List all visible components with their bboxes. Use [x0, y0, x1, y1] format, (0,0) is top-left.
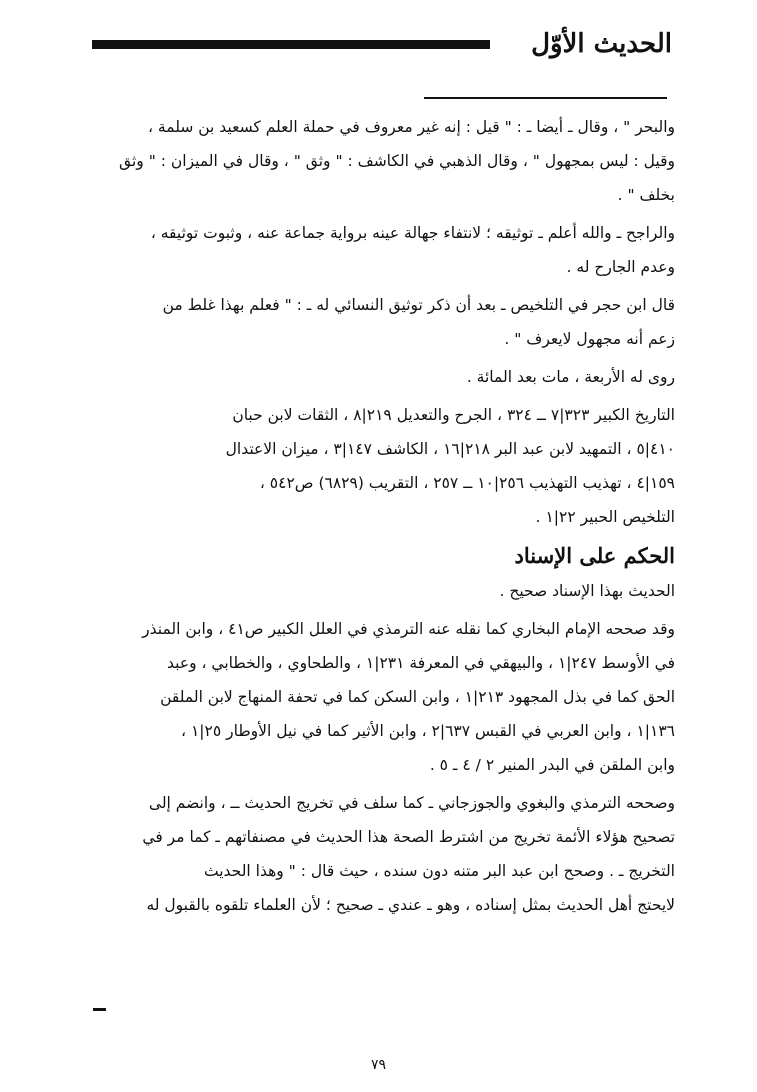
text-line: وابن الملقن في البدر المنير ٢ / ٤ ـ ٥ . — [429, 756, 675, 774]
text-line: التخريج ـ . وصحح ابن عبد البر متنه دون سنده ، حيث قال : " وهذا الحديث — [204, 862, 675, 880]
top-separator-rule — [424, 97, 667, 99]
page-header-title: الحديث الأوّل — [531, 29, 672, 59]
text-line: روى له الأربعة ، مات بعد المائة . — [466, 368, 675, 386]
text-line: في الأوسط ٢٤٧|١ ، والبيهقي في المعرفة ٢٣١|١ ، والطحاوي ، والخطابي ، وعبد — [167, 654, 675, 672]
section-heading: الحكم على الإسناد — [514, 543, 675, 568]
text-line: الحق كما في بذل المجهود ٢١٣|١ ، وابن السكن كما في تحفة المنهاج لابن الملقن — [160, 688, 675, 706]
text-line: التاريخ الكبير ٣٢٣|٧ ــ ٣٢٤ ، الجرح والتعديل ٢١٩|٨ ، الثقات لابن حبان — [232, 406, 675, 424]
paragraph-ruling — [92, 574, 675, 608]
header-rule — [92, 40, 490, 49]
text-line: وصححه الترمذي والبغوي والجوزجاني ـ كما سلف في تخريج الحديث ــ ، وانضم إلى — [148, 794, 675, 812]
text-line: والبحر " ، وقال ـ أيضا ـ : " قيل : إنه غير معروف في حملة العلم كسعيد بن سلمة ، — [148, 118, 675, 136]
text-line: الحديث بهذا الإسناد صحيح . — [499, 582, 675, 600]
text-line: زعم أنه مجهول لايعرف " . — [504, 330, 675, 348]
page-body — [92, 110, 675, 926]
text-line: بخلف " . — [617, 186, 675, 204]
continuation-dash — [93, 1008, 106, 1011]
paragraph-ibn-hajar-quote — [92, 288, 675, 356]
paragraph-preponderant-view — [92, 216, 675, 284]
text-line: لايحتج أهل الحديث بمثل إسناده ، وهو ـ عندي ـ صحيح ؛ لأن العلماء تلقوه بالقبول له — [146, 896, 675, 914]
text-line: وقيل : ليس بمجهول " ، وقال الذهبي في الكاشف : " وثق " ، وقال في الميزان : " وثق — [119, 152, 675, 170]
text-line: وعدم الجارح له . — [566, 258, 675, 276]
text-line: تصحيح هؤلاء الأئمة تخريج من اشترط الصحة هذا الحديث في مصنفاتهم ـ كما مر في — [142, 828, 675, 846]
paragraph-narrated-by — [92, 360, 675, 394]
text-line: والراجح ـ والله أعلم ـ توثيقه ؛ لانتفاء جهالة عينه برواية جماعة عنه ، وثبوت توثيقه ، — [150, 224, 675, 242]
text-line: قال ابن حجر في التلخيص ـ بعد أن ذكر توثيق النسائي له ـ : " فعلم بهذا غلط من — [162, 296, 675, 314]
paragraph-authenticators — [92, 612, 675, 782]
text-line: وقد صححه الإمام البخاري كما نقله عنه الترمذي في العلل الكبير ص٤١ ، وابن المنذر — [142, 620, 675, 638]
paragraph-references — [92, 398, 675, 534]
paragraph-narrator-status — [92, 110, 675, 212]
page-number: ٧٩ — [370, 1057, 387, 1073]
paragraph-further-authentication — [92, 786, 675, 922]
text-line: التلخيص الحبير ٢٢|١ . — [535, 508, 675, 526]
text-line: ٤١٠|٥ ، التمهيد لابن عبد البر ٢١٨|١٦ ، الكاشف ١٤٧|٣ ، ميزان الاعتدال — [225, 440, 675, 458]
text-line: ١٣٦|١ ، وابن العربي في القبس ٦٣٧|٢ ، وابن الأثير كما في نيل الأوطار ٢٥|١ ، — [181, 722, 675, 740]
text-line: ١٥٩|٤ ، تهذيب التهذيب ٢٥٦|١٠ ــ ٢٥٧ ، التقريب (٦٨٢٩) ص٥٤٢ ، — [259, 474, 675, 492]
